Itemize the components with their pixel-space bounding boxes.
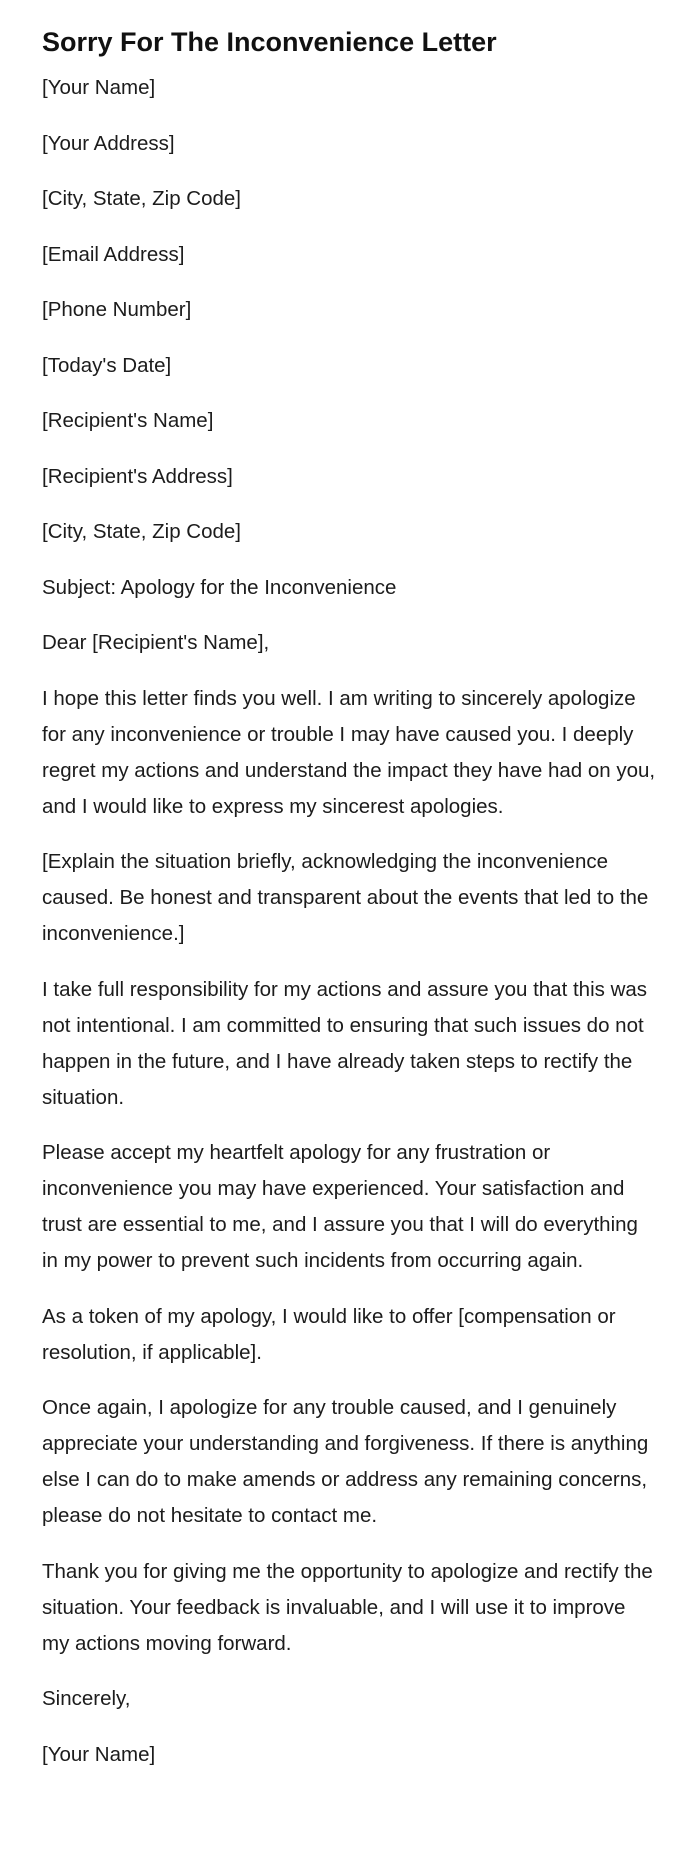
letter-date: [Today's Date] xyxy=(42,353,172,377)
body-paragraph-7: Thank you for giving me the opportunity to apologize and rectify the situation. Your feedback is invaluable, and I will use it to improve my actions moving forward. xyxy=(42,1559,653,1655)
signature-name: [Your Name] xyxy=(42,1742,156,1766)
letter-subject: Subject: Apology for the Inconvenience xyxy=(42,575,397,599)
recipient-city-state-zip: [City, State, Zip Code] xyxy=(42,520,242,543)
sender-city-state-zip: [City, State, Zip Code] xyxy=(42,187,242,210)
recipient-name: [Recipient's Name] xyxy=(42,409,214,432)
letter-salutation: Dear [Recipient's Name], xyxy=(42,631,270,654)
body-paragraph-1: I hope this letter finds you well. I am writing to sincerely apologize for any inconvenience or trouble I may have caused you. I deeply regret my actions and understand the impact they have had on you, and I would like to express my sincerest apologies. xyxy=(42,686,656,818)
sender-name: [Your Name] xyxy=(42,76,156,99)
sender-email: [Email Address] xyxy=(42,242,185,266)
body-paragraph-5: As a token of my apology, I would like to offer [compensation or resolution, if applicable]. xyxy=(42,1304,616,1364)
body-paragraph-6: Once again, I apologize for any trouble caused, and I genuinely appreciate your understanding and forgiveness. If there is anything else I can do to make amends or address any remaining concerns, please do not hesitate to contact me. xyxy=(42,1396,649,1527)
body-paragraph-2: [Explain the situation briefly, acknowledging the inconvenience caused. Be honest and transparent about the events that led to the inconvenience.] xyxy=(42,850,649,945)
body-paragraph-3: I take full responsibility for my actions and assure you that this was not intentional. I am committed to ensuring that such issues do not happen in the future, and I have already taken steps to rectify the situation. xyxy=(42,977,648,1109)
body-paragraph-4: Please accept my heartfelt apology for any frustration or inconvenience you may have experienced. Your satisfaction and trust are essential to me, and I assure you that I will do everything in my power to prevent such incidents from occurring again. xyxy=(42,1141,638,1272)
letter-title: Sorry For The Inconvenience Letter xyxy=(42,27,497,57)
sender-address: [Your Address] xyxy=(42,131,175,155)
sender-phone: [Phone Number] xyxy=(42,298,192,321)
letter-closing: Sincerely, xyxy=(42,1687,131,1710)
recipient-address: [Recipient's Address] xyxy=(42,464,233,488)
